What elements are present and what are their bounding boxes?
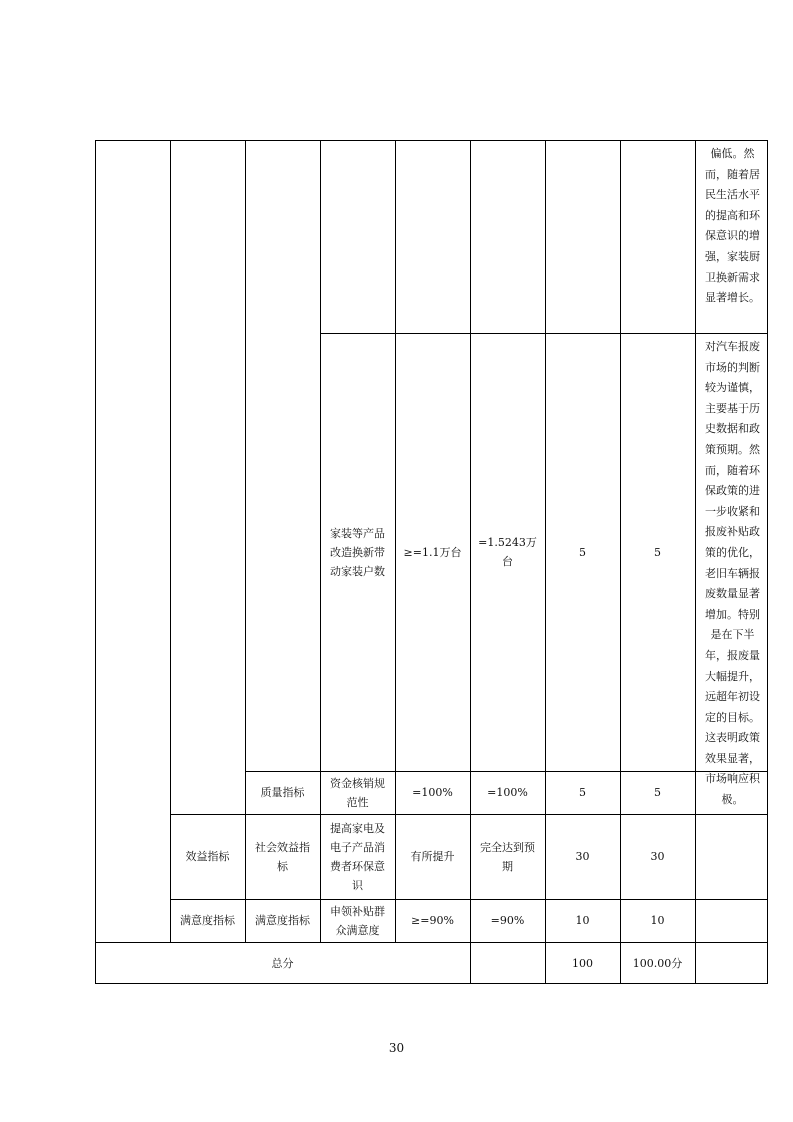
actual-value-cell: =90%: [490, 914, 525, 927]
level1-cell: 效益指标: [185, 850, 230, 863]
note-cell: 偏低。然而，随着居民生活水平的提高和环保意识的增强，家装厨卫换新需求显著增长。: [705, 147, 760, 305]
score-cell: 5: [654, 786, 661, 799]
score-cell: 10: [650, 914, 665, 927]
level2-cell: 社会效益指标: [255, 840, 310, 873]
weight-cell: 5: [579, 545, 586, 559]
level2-cell: 满意度指标: [255, 914, 310, 927]
score-cell: 30: [650, 850, 665, 863]
total-label-cell: 总分: [271, 956, 294, 970]
actual-value-cell: =1.5243万台: [478, 536, 537, 568]
indicator-cell: 申领补贴群众满意度: [330, 904, 385, 937]
weight-cell: 5: [579, 786, 586, 799]
note-cell: 对汽车报废市场的判断较为谨慎，主要基于历史数据和政策预期。然而，随着环保政策的进一步收紧和报废补贴政策的优化，老旧车辆报废数量显著增加。特别是在下半年，报废量大幅提升，远超年初设定的目标。这表明政策效果显著，市场响应积极。: [705, 340, 760, 807]
total-score-cell: 100.00分: [632, 956, 683, 970]
weight-cell: 10: [575, 914, 590, 927]
target-value-cell: =100%: [412, 786, 453, 799]
target-value-cell: ≥=90%: [411, 914, 454, 927]
actual-value-cell: =100%: [487, 786, 528, 799]
indicator-cell: 资金核销规范性: [330, 776, 385, 809]
page-number: 30: [388, 1041, 405, 1055]
level1-cell: 满意度指标: [180, 914, 235, 927]
col-line-8: [695, 140, 696, 984]
weight-cell: 30: [575, 850, 590, 863]
target-value-cell: ≥=1.1万台: [403, 545, 462, 559]
level2-cell: 质量指标: [260, 786, 305, 799]
actual-value-cell: 完全达到预期: [480, 840, 535, 873]
indicator-cell: 提高家电及电子产品消费者环保意识: [330, 821, 385, 892]
total-weight-cell: 100: [572, 956, 593, 970]
score-cell: 5: [654, 545, 661, 559]
target-value-cell: 有所提升: [410, 850, 455, 863]
indicator-cell: 家装等产品改造换新带动家装户数: [330, 526, 385, 578]
